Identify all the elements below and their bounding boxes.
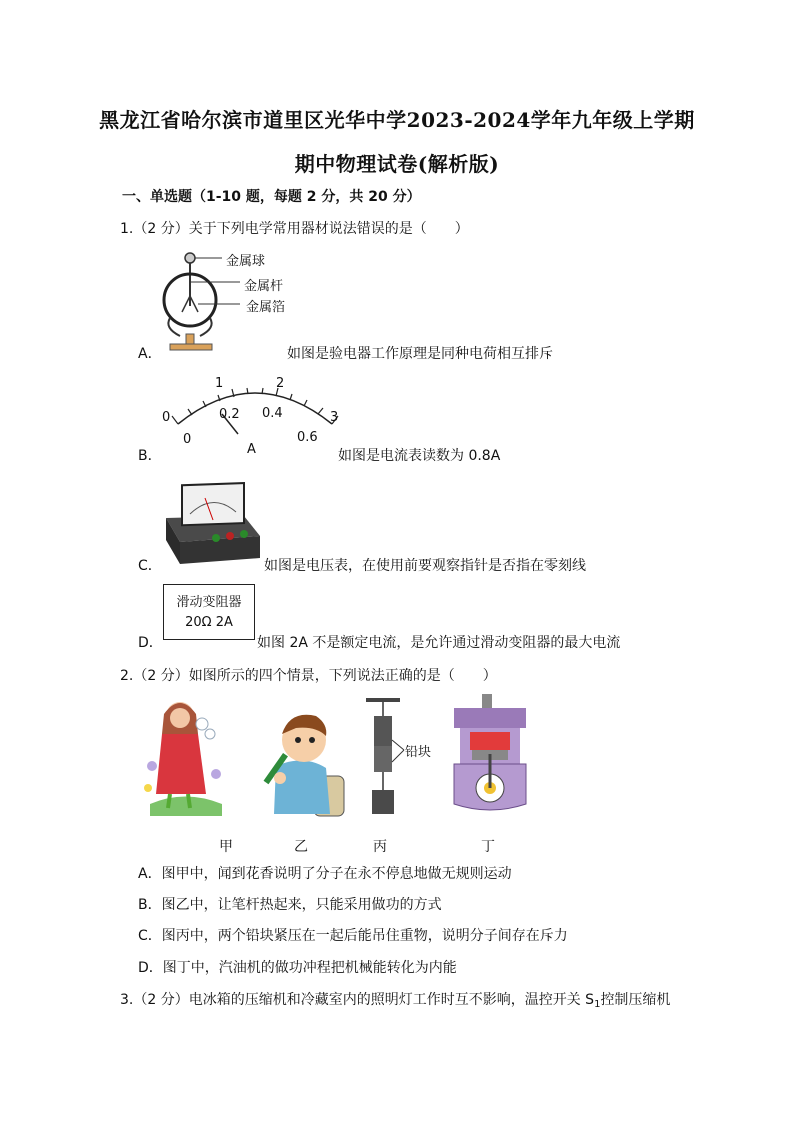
q1-option-a-letter: A． xyxy=(138,346,162,362)
q1-option-d-text: 如图 2A 不是额定电流，是允许通过滑动变阻器的最大电流 xyxy=(257,635,621,651)
rheostat-label-box xyxy=(163,584,255,640)
q2-option-b: B．图乙中，让笔杆热起来，只能采用做功的方式 xyxy=(138,897,442,913)
title-line-1: 黑龙江省哈尔滨市道里区光华中学2023-2024学年九年级上学期 xyxy=(99,108,695,132)
scale-top-1: 1 xyxy=(215,376,224,391)
scale-bottom-0: 0 xyxy=(183,432,192,447)
scale-top-2: 2 xyxy=(276,376,285,391)
title-line-2: 期中物理试卷(解析版) xyxy=(294,152,500,176)
question-3-subscript: 1 xyxy=(594,999,601,1010)
question-3-stem xyxy=(120,989,670,1010)
caption-jia: 甲 xyxy=(219,839,233,855)
q2-option-c: C．图丙中，两个铅块紧压在一起后能吊住重物，说明分子间存在斥力 xyxy=(138,928,568,944)
scale-bottom-0-2: 0.2 xyxy=(219,407,240,422)
rheostat-label-rating: 20Ω 2A xyxy=(185,615,233,630)
caption-yi: 乙 xyxy=(294,839,308,855)
q2-option-a: A．图甲中，闻到花香说明了分子在永不停息地做无规则运动 xyxy=(138,866,512,882)
q1-option-b-letter: B． xyxy=(138,448,162,464)
q2-option-d: D．图丁中，汽油机的做功冲程把机械能转化为内能 xyxy=(138,960,457,976)
scale-bottom-0-4: 0.4 xyxy=(262,406,283,421)
q1-option-d-letter: D． xyxy=(138,635,163,651)
scale-top-3: 3 xyxy=(330,410,339,425)
label-metal-ball: 金属球 xyxy=(226,254,266,269)
gasoline-engine-figure xyxy=(450,692,530,816)
question-3-stem-start: 3.（2 分）电冰箱的压缩机和冷藏室内的照明灯工作时互不影响，温控开关 S xyxy=(120,992,595,1008)
q1-option-c-text: 如图是电压表，在使用前要观察指针是否指在零刻线 xyxy=(264,558,586,574)
label-lead-block: 铅块 xyxy=(405,745,432,760)
boy-rubbing-pencil-figure xyxy=(256,706,352,820)
q1-option-a-text: 如图是验电器工作原理是同种电荷相互排斥 xyxy=(287,346,553,362)
caption-ding: 丁 xyxy=(481,839,495,855)
voltmeter-device-figure xyxy=(160,480,265,570)
label-metal-foil: 金属箔 xyxy=(246,300,286,315)
question-2-stem: 2.（2 分）如图所示的四个情景，下列说法正确的是（ ） xyxy=(120,668,497,684)
section-heading: 一、单选题（1-10 题，每题 2 分，共 20 分） xyxy=(122,189,421,205)
q1-option-b-text: 如图是电流表读数为 0.8A xyxy=(338,448,501,464)
scale-bottom-0-6: 0.6 xyxy=(297,430,318,445)
rheostat-label-name: 滑动变阻器 xyxy=(176,595,242,610)
scale-unit: A xyxy=(247,442,256,457)
label-metal-rod: 金属杆 xyxy=(244,279,284,294)
scale-top-0: 0 xyxy=(162,410,171,425)
question-3-stem-end: 控制压缩机 xyxy=(600,992,671,1008)
girl-smelling-flowers-figure xyxy=(140,694,230,820)
question-1-stem: 1.（2 分）关于下列电学常用器材说法错误的是（ ） xyxy=(120,221,469,237)
caption-bing: 丙 xyxy=(373,839,387,855)
q1-option-c-letter: C． xyxy=(138,558,162,574)
